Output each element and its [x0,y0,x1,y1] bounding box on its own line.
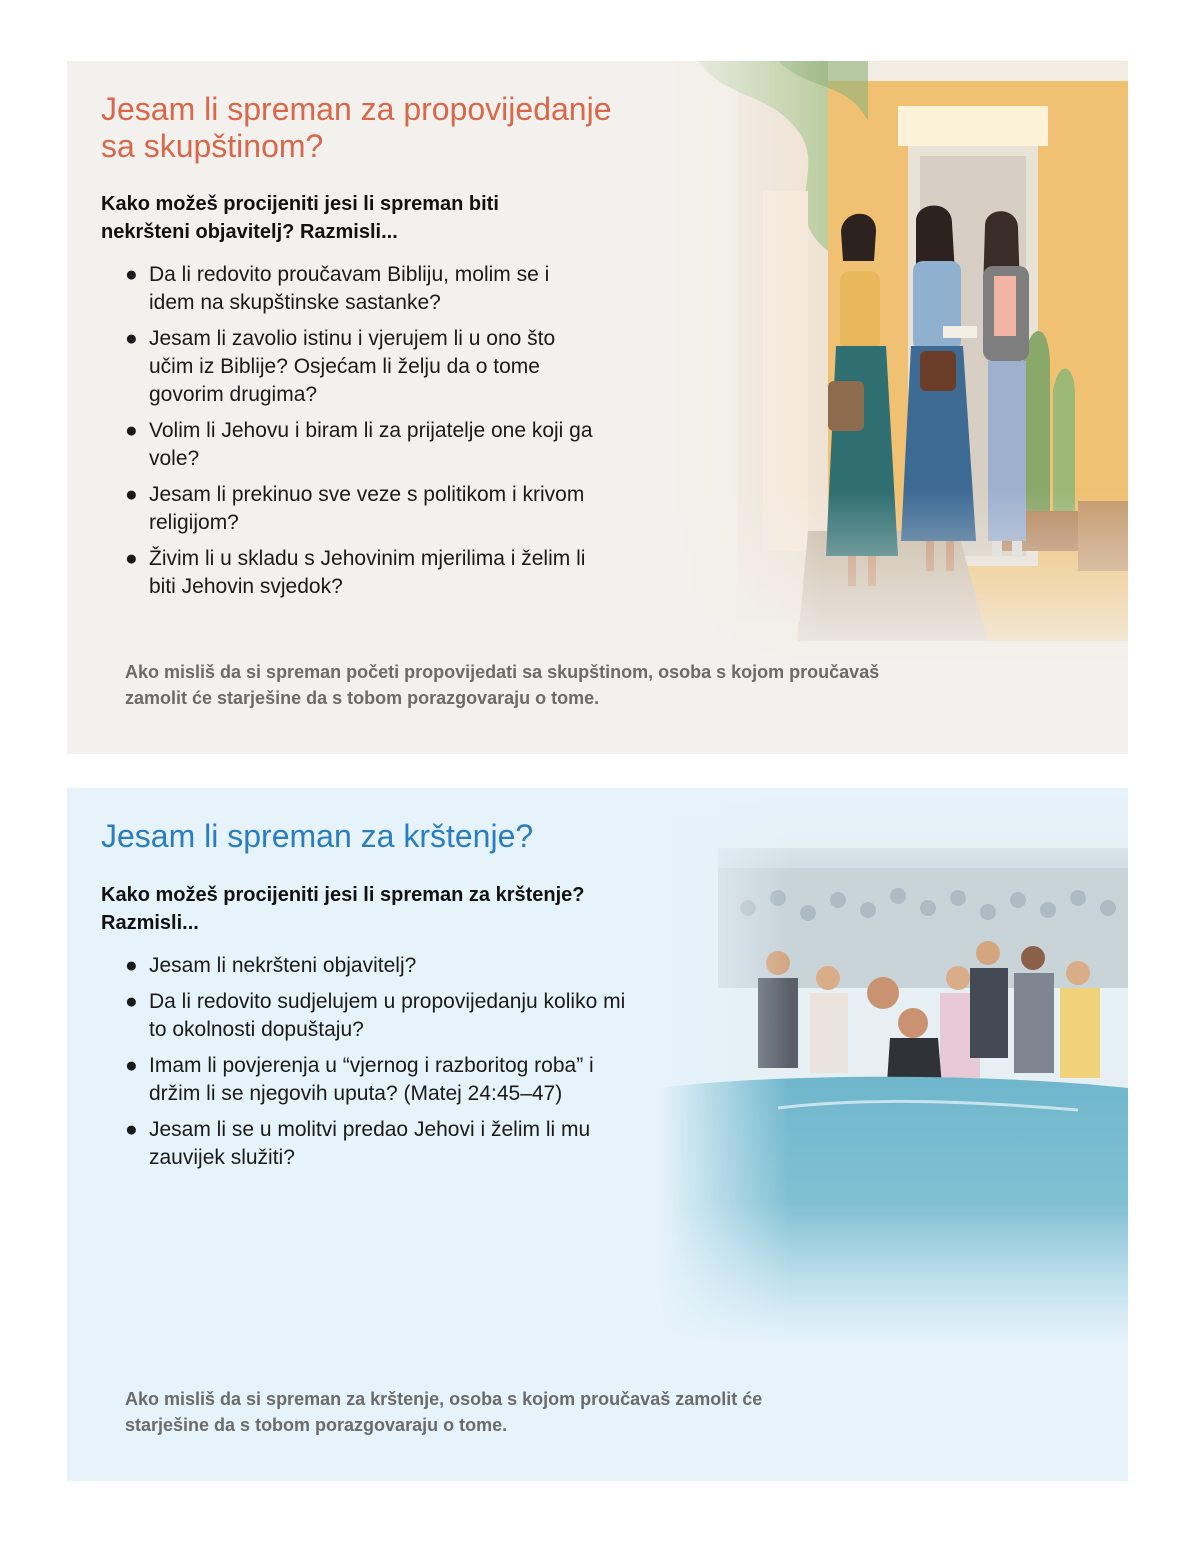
section-title: Jesam li spreman za propovijedanje sa skupštinom? [101,91,612,164]
bullet-icon: ● [125,327,138,350]
question-list [125,261,595,609]
baptism-readiness-card [67,788,1128,1481]
bullet-icon: ● [125,483,138,506]
question-text: Imam li povjerenja u “vjernog i razboritog roba” i držim li se njegovih uputa? (Matej 24:45–47) [149,1054,594,1105]
question-item [125,261,595,317]
question-item [125,988,645,1044]
three-women-at-doorway-illustration [658,61,1128,754]
bullet-icon: ● [125,1054,138,1077]
bullet-icon: ● [125,419,138,442]
section-title: Jesam li spreman za krštenje? [101,818,534,854]
question-text: Jesam li se u molitvi predao Jehovi i želim li mu zauvijek služiti? [149,1118,591,1169]
bullet-icon: ● [125,954,138,977]
bullet-icon: ● [125,263,138,286]
question-text: Živim li u skladu s Jehovinim mjerilima i želim li biti Jehovin svjedok? [149,547,586,598]
question-item [125,481,595,537]
question-text: Volim li Jehovu i biram li za prijatelje one koji ga vole? [149,419,593,470]
section-note: Ako misliš da si spreman početi propovijedati sa skupštinom, osoba s kojom proučavaš zamolit će starješine da s tobom porazgovaraju o tome. [125,662,880,708]
question-item [125,1052,645,1108]
question-list [125,952,645,1180]
bullet-icon: ● [125,547,138,570]
question-text: Da li redovito sudjelujem u propovijedanju koliko mi to okolnosti dopuštaju? [149,990,626,1041]
baptism-in-pool-illustration [658,788,1128,1481]
question-item [125,417,595,473]
section-intro: Kako možeš procijeniti jesi li spreman za krštenje? Razmisli... [101,884,585,934]
question-text: Jesam li prekinuo sve veze s politikom i krivom religijom? [149,483,585,534]
section-intro: Kako možeš procijeniti jesi li spreman biti nekršteni objavitelj? Razmisli... [101,193,499,243]
question-item [125,952,645,980]
question-item [125,1116,645,1172]
bullet-icon: ● [125,990,138,1013]
question-text: Da li redovito proučavam Bibliju, molim se i idem na skupštinske sastanke? [149,263,550,314]
question-item [125,325,595,409]
section-note: Ako misliš da si spreman za krštenje, osoba s kojom proučavaš zamolit će starješine da s tobom porazgovaraju o tome. [125,1389,763,1435]
ministry-readiness-card [67,61,1128,754]
bullet-icon: ● [125,1118,138,1141]
question-text: Jesam li nekršteni objavitelj? [149,954,417,977]
question-item [125,545,595,601]
question-text: Jesam li zavolio istinu i vjerujem li u ono što učim iz Biblije? Osjećam li želju da o tome govorim drugima? [149,327,556,406]
